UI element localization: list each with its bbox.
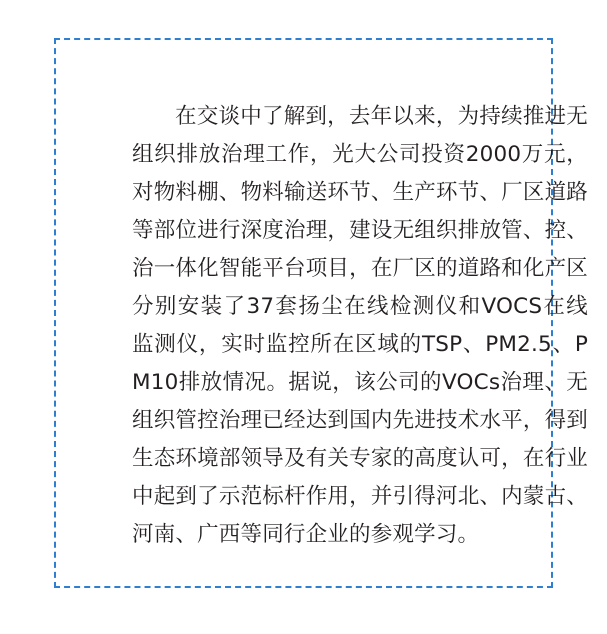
dashed-border-frame <box>54 38 588 588</box>
body-paragraph: 在交谈中了解到，去年以来，为持续推进无组织排放治理工作，光大公司投资2000万元，对物料棚、物料输送环节、生产环节、厂区道路等部位进行深度治理，建设无组织排放管、控、治一体化智能平台项目，在厂区的道路和化产区分别安装了37套扬尘在线检测仪和VOCS在线监测仪，实时监控所在区域的TSP、PM2.5、PM10排放情况。据说，该公司的VOCs治理、无组织管控治理已经达到国内先进技术水平，得到生态环境部领导及有关专家的高度认可，在行业中起到了示范标杆作用，并引得河北、内蒙古、河南、广西等同行企业的参观学习。 <box>132 104 588 547</box>
